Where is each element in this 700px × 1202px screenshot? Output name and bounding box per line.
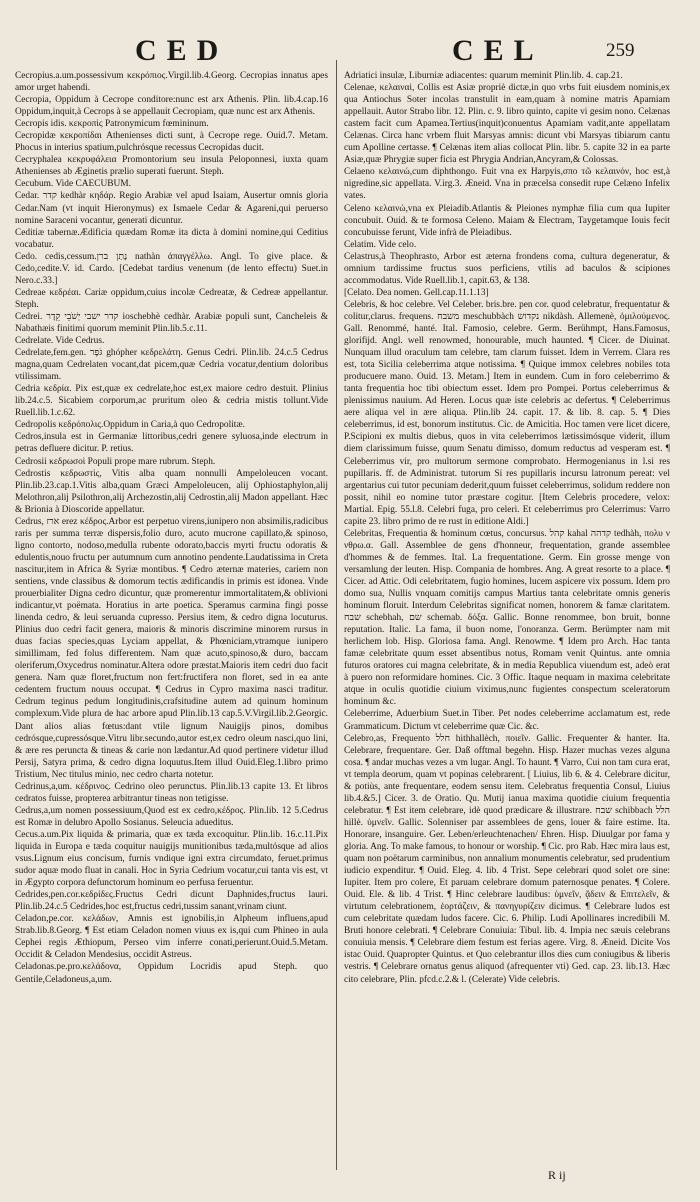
header-right-word: CEL bbox=[452, 34, 544, 67]
dictionary-entry: Celebro,as, Frequento חלל hithhallèch, ποιεῖν. Gallic. Frequenter & hanter. Ita. Celebrare, frequentare. Ger. Daß offtmal begehn. Hisp. Hazer muchas vezes alguna cosa. ¶ andar muchas vezes a vm lugar. Angl. To haunt. ¶ Varro, Cui non tam cura erat, vt templa deorum, quam vt popinas celebrarent. [ Liuius, lib 6. & 4. Celebrare dicitur, & potiùs, ante frequentare, eodem sensu item. Celebratus frequentia Consul, Liuius lib.4.&5.] Cicer. 3. de Oratio. Qu. Mutij ianua maxima quotidie ciuium frequentia celebratur. ¶ Est item celebrare, idè quod prædicare & illustrare. שבח schibbach הלל hillè. ὑμνεῖν. Gallic. Solenniser par assemblees de gens, louer & faire estime. Ita. Honorare, insanguire. Ger. Leben/erleuchtenachen/ Ehren. Hisp. Diuulgar por fama y gloria. Ang. To make famous, to honour or worship. ¶ Cic. pro Rab. Hæc mira laus est, quam non poëtarum carminibus, non annalium monumentis celebratur, sed prudentium iudicio expenditur. ¶ Ouid. Eleg. 4. lib. 4 Trist. Sepe celebrari quod solet ore sine: Iupiter. Item pro colere, Et paruam celebrare domum paternosque penates. ¶ Colere. Ouid. Ele. & lib. 4 Trist. ¶ Hinc celebrare laudibus: ὑμνεῖν, ᾄδειν & Επιτελεῖν, & virtutum celebrationem, ἑορτάζειν, & πανηγυρίζειν dicimus. ¶ Celebrare ludos est cum celebritate quædam ludos facere. Cic. 6. Philip. Ludi Apollinares incredibili M. Bruti honore celebrati. ¶ Celebrare Conuiuia: Tibul. lib. 4. Impia nec sæuis celebrans conuiuia mensis. ¶ Celebrare diem festum est ferias agere. Virg. 8. Æneid. Dicite Vos istac Ouid. Quapropter Quintus. et Quo celebrantur illos dies cum coniugibus & liberis vestris. ¶ Celebrare ornatus genus aliquod (afrequenter vti) Ged. cap. 23. lib.13. Hæc cito celebrare, Plin. pfcd.c.2.& l. (Celerate) Vide celebris. bbox=[344, 733, 670, 985]
dictionary-entry: Celastrus,à Theophrasto, Arbor est æterna frondens coma, cultura degeneratur, & omnium tardissime fructus suos perficiens, vtilis ad baculos & scipiones accommodatus. Vide Ruell.lib.1, capit.63, & 138. bbox=[344, 251, 670, 286]
dictionary-entry: [Celato. Dea nomen. Gell.cap.11.1.13] bbox=[344, 287, 489, 298]
dictionary-entry: Celebris, & hoc celebre. Vel Celeber. bris.bre. pen cor. quod celebratur, frequentatur & colitur,clarus. frequens. משבח meschubbàch נקדוש nikdàsh. Allemenè, ὁμιλούμενος. Gall. Renommé, hanté. Ital. Famosio, celebre. Germ. Berühmpt, Hans.Famosus, glorifijd. Angl. well renowmed, honourable, much haunted. ¶ Cicer. de Diuinat. Nunquam illud oraculum tam celebre, tam clarum fuisset. Idem in Verrem. Clara res est, tota Sicilia celeberrima atque notissima. ¶ Quique immox celebres nobiles tota producuere mano. Ouid. 13. Metam.] Item in eundem. Cum in foro celeberrimo & tanta frequentia hoc tibi obiectum esset. Idem pro Pompei. Portus celeberrimus & plenissimus nauium. Ad Heren. Locus quæ iste celebris ac defertus. ¶ Celeberrimus aere aliqua vel in ære aliqua. Plin.lib 24. capit. 17. & lib. 8. cap. 5. ¶ Dies celeberrimus, id est, bonorum institutus. Cic. de Amicitia. Hoc tamen vere licet dicere, P.Scipioni ex multis diebus, quos in vita celeberrimos lætissimósque viderit, illum diem clarissimum fuisse, quum Senatu dimisso, domum reductus ad vesperam est. ¶ Celeberrimus vir, pro multorum sermone comprobato. Hermogenianus in l.si res pupillaris. ff. de Administrat. tutorum Si res pupillaris incursu latronum pereat: vel argentarius cui tutor pecuniam dederit,quum fuisset celeberrimus, solidum reddere non possit, nihil eo nomine tutor præstare cogitur. [Item Celebris procedere, velox: Martial. Epig. 55.l.8. Celebri fuga, pro celeri. Et celeberrimus pro Celerrimus: Varro capite 23. libro primo de re rust in editione Aldi.] bbox=[344, 299, 670, 527]
signature-mark: R ij bbox=[548, 1168, 566, 1182]
dictionary-entry: Cedrinus,a,um. κέδρινος. Cedrino oleo perunctus. Plin.lib.13 capite 13. Et libros cedratos fuisse, propterea arbitrantur tineas non tetigisse. bbox=[15, 781, 328, 804]
dictionary-entry: Cecropia, Oppidum à Cecrope conditore:nunc est arx Athenis. Plin. lib.4.cap.16 Oppidum,inquit,à Cecrops à se appellauit Cecropiam, quæ nunc est arx Athenis. bbox=[15, 95, 328, 118]
dictionary-entry: Cecropius.a.um.possessivum κεκρόπιος.Virgil.lib.4.Georg. Cecropias innatus apes amor urget habendi. bbox=[15, 71, 328, 94]
dictionary-entry: Cecryphalea κεκρυφάλεια Promontorium seu insula Peloponnesi, iuxta quam Athenienses ab Æginetis prælio superati fuerunt. Steph. bbox=[15, 155, 328, 178]
dictionary-entry: Cecubum. Vide CAECUBUM. bbox=[15, 179, 131, 190]
dictionary-entry: Cedrus,a,um nomen possessiuum,Quod est ex cedro,κέδρος. Plin.lib. 12 5.Cedrus est Romæ in delubro Apollo Sosianus. Seleucia adueditus. bbox=[15, 805, 328, 828]
dictionary-entry: Cedar. קדר kedhàr κηδάρ. Regio Arabiæ vel apud Isaiam, Ausertur omnis gloria Cedar.Nam (vt inquit Hieronymus) ex Ismaele Cedar & Agareni,qui peruerso nomine Saraceni vocantur, generati dicuntur. bbox=[15, 191, 328, 226]
dictionary-entry: Cedrus, ארז erez κέδρος.Arbor est perpetuo virens,iunipero non absimilis,radicibus raris per summa terræ dispersis,folio duro, acuto mucrone capillato,& spinoso, ligno contorto, nodoso,medulla rubente odorato,baccis myrti fructu odoratis & edulentis,nouo fructu per autumnum cum annotino pendente.Laudatissima in Creta nascitur,item in Africa & Syriæ montibus. ¶ Cedro æternæ materies, cariem non sentiens, vnde classibus & domorum tectis ædificandis in primis est idonea. Vnde prouerbialiter Digna cedro dicuntur, quæ promerentur immortalitatem,& oblivioni indicantur,vt poëmata. Horatius in arte poetica. Speramus carmina fingi posse linenda cedro, & leui seruanda cupresso. Persius item, & cedro digna locuturus. Plinius duo cedri facit genera, maioris & minoris discrimine minorem rursus in duas facias species,quas Lyciam appellat, & Phœniciam,vtramque iunipero simillimam, fed folus differentem. Nam quæ acuto,spinoso,& duro, baccam oleriferum,Oxycedrus nominatur.Altera odore præstat.Maioris item cedri duo facit genera. Nam quæ floret,fructum non fert:fructifera non floret, sed in ea ante cedentem fructum nouus occupat. ¶ Cedrus in Cypro maxima nasci traditur. Cedrum teginus pedum longitudinis,crafsitudine autem ad quinum hominum complexum.Vide plura de hac arbore apud Plin.lib.13 cap.5.V.Virgil.lib.2.Georgic. Dant alios alias fœtus:dant vtile lignum Nauigijs pinos, domibus cedrósque,cupressósque.Vitru libr.secundo,autor est,ex cedro oleum nasci,quo lini, & ære res peruncta & tineas & carie non lædantur.Ad quod pertinere videtur illud Persij, Satyra prima, & cedro digna loquutus.Item illud Ouid.Eleg.1.libro primo Tristium, Nec titulus minio, nec cedro charta notetur. bbox=[15, 516, 328, 780]
dictionary-entry: Cedrei. קדר ישבי יְשֹׁבֵי קֵדָר ioschebhè cedhàr. Arabiæ populi sunt, Cancheleis & Nabathæis finitimi quorum meminit Plin.lib.5.c.11. bbox=[15, 311, 328, 334]
dictionary-entry: Celaeno κελαινώ,cum diphthongo. Fuit vna ex Harpyis,σπο τῶ κελαινόν, hoc est,à nigredine,sic appellata. V.irg.3. Æneid. Vna in præcelsa consedit rupe Celæno Infelix vates. bbox=[344, 167, 670, 202]
dictionary-entry: Cedrostis κεδρωστὶς, Vitis alba quam nonnulli Ampeloleucen vocant. Plin.lib.23.cap.1.Vitis alba,quam Græci Ampeloleucen, alij Ophiostaphylon,alij Melothron,alij Psilothron,alij Archezostin,alij Cedrostin,alij Madon appellant. Hæc & Brionia à Dioscoride appellatur. bbox=[15, 468, 328, 515]
column-divider bbox=[336, 60, 337, 1170]
dictionary-entry: Cedrides,pen.cor.κεδρίδες.Fructus Cedri dicunt Daphnides,fructus lauri. Plin.lib.24.c.5 Cedrides,hoc est,fructus cedri,tussim sanant,vrinam ciunt. bbox=[15, 890, 328, 913]
dictionary-entry: Cedropolis κεδρόπολις.Oppidum in Caria,à quo Cedropolitæ. bbox=[15, 420, 246, 431]
dictionary-entry: Cedria κεδρία. Pix est,quæ ex cedrelate,hoc est,ex maiore cedro destuit. Plinius lib.24.c.5. Sicabiem corporum,ac pruritum oleo & cedria mistis tollunt.Vide Ruell.lib.1.c.62. bbox=[15, 384, 328, 419]
page-number: 259 bbox=[606, 40, 635, 61]
left-column bbox=[15, 70, 328, 1190]
header-left-word: CED bbox=[135, 34, 229, 67]
dictionary-entry: Cedreae κεδρέαι. Cariæ oppidum,cuius incolæ Cedreatæ, & Cedreæ appellantur. Steph. bbox=[15, 287, 328, 310]
dictionary-entry: Celadon,pe.cor. κελάδων, Amnis est ignobilis,in Alpheum influens,apud Strab.lib.8.Georg. ¶ Est etiam Celadon nomen viuus ex is,qui cum Phineo in aula Cephei regis Æthiopum, Perseo vim inferre conati,perierunt.Ouid.5.Metam. Occidit & Celadon Mendesius, occidit Astreus. bbox=[15, 914, 328, 961]
dictionary-entry: Cecropidæ κεκροπίδαι Athenienses dicti sunt, à Cecrope rege. Ouid.7. Metam. Phocus in interius spatium,pulchrósque recessus Cecropidas ducit. bbox=[15, 131, 328, 154]
dictionary-entry: Cedrelate,fem.gen. גֹּפֶר ghópher κεδρελάτη. Genus Cedri. Plin.lib. 24.c.5 Cedrus magna,quam Cedrelaten vocant,dat picem,quæ Cedria vocatur,dentium doloribus vtilissimam. bbox=[15, 348, 328, 383]
dictionary-entry: Celatim. Vide celo. bbox=[344, 239, 417, 250]
dictionary-entry: Celenae, κελαιναὶ, Collis est Asiæ propriè dictæ,in quo vrbs fuit eiusdem nominis,ex qua Antiochus Soter incolas transtulit in eam,quam à nomine matris Apamiam appellauit. Autor Strabo libr. 12. Plin. c. 9. libro quinto, capite vi gesim nono. Celænas castem facit cum Apamea.Tertius(inquit)conuentus Apamiam vadit,ante appellatam Celænas. Circa hanc vrbem fluit Marsyas amnis: dicunt vbi Marsyas tibiarum cantu cum Apolline certasse. ¶ Celænas item alias collocat Plin. libr. 5. capite 32 in ea parte Asiæ,quæ Phrygiæ super ficia est Phrygia Andrian,Ancyram,& Colossas. bbox=[344, 83, 670, 166]
dictionary-entry: Ceditiæ tabernæ.Ædificia quædam Romæ ita dicta à domini nomine,qui Ceditius vocabatur. bbox=[15, 227, 328, 250]
dictionary-entry: Cecus.a.um.Pix liquida & primaria, quæ ex tæda excoquitur. Plin.lib. 16.c.11.Pix liquida in Europa e tæda coquitur nauigijs munitionibus tæda,multósque ad alios vsus.Lignum eius concisum, furnis vndique igni extra circumdato, feruet.primus sudor aquæ modo fluat in canali. Hoc in Syria Cedrium vocatur,cui tanta vis est, vt in Ægypto corpora defunctorum hominum eo perfusa feruentur. bbox=[15, 829, 328, 889]
dictionary-entry: Cedros,insula est in Germaniæ littoribus,cedri genere syluosa,inde electrum in petras defluere dicitur. P. retius. bbox=[15, 432, 328, 455]
dictionary-entry: Celadonas.pe.pro.κελάδονα, Oppidum Locridis apud Steph. quo Gentile,Celadoneus,a,um. bbox=[15, 962, 328, 985]
dictionary-entry: Cedrosii κεδρωσοὶ Populi prope mare rubrum. Steph. bbox=[15, 456, 216, 467]
right-column bbox=[344, 70, 670, 1190]
dictionary-entry: Celebritas, Frequentia & hominum cœtus, concursus. קהל kahal קדהה tedhàh, πολυ ν νθρω.α. Gall. Assemblee de gens d'honneur, frequentation, grande assemblee d'hommes & de femmes. Ital. La frequentatione. Germ. Ein grosse menge von versamlung der leuten. Hisp. Compania de hombres. Ang. A great resorte to a place. ¶ Cicer. ad Attic. Odi celebritatem, fugio homines, lucem aspicere vix possum. Idem pro domo sua, Nullis vnquam comitijs campus Martius tanta celebritate omnis generis hominum floruit. Interdum Celebritas significat nomen, honorem & famæ claritatem. שבח schebhah, שם schemab. δόξα. Gallic. Bonne renommee, bon bruit, bonne reputation. Italic. La fama, il buon nome, l'onoranza. Germ. Berümpter nam mit herlichem lob. Hisp. Gloriosa fama. Angl. Renowme. ¶ Idem pro Arch. Hac tanta famæ celebritate quum esset absentibus notus, Romam venit Quintus. ante omnia futuros oratores cui magna celebritate, & in media Republica viuendum est, adeò erat à puero non reformidare homines. Cic. 3 Offic. Itaque nequam in maxima celebritate atque in oculis quotidie ciuium viximus,nunc fugientes conspectum sceleratorum hominum &c. bbox=[344, 528, 670, 708]
dictionary-entry: Cedo. cedis,cessum.נָתַן ברן nathàn ἀπαγγέλλω. Angl. To give place. & Cedo,cedite.V. id. Cardo. [Cedebat tardius venenum (de lento effectu) Suet.in Nero.c.33.] bbox=[15, 251, 328, 286]
running-header bbox=[0, 20, 700, 70]
dictionary-entry: Celeberrime, Aduerbium Suet.in Tiber. Pet nodes celeberrime acclamatum est, rede Grammaticum. Dictum vt celeberrime quæ Cic. &c. bbox=[344, 709, 670, 732]
dictionary-entry: Celeno κελαινώ,vna ex Pleiadib.Atlantis & Pleiones nymphæ filia cum qua Iupiter concubuit. Ouid. & te formosa Celeno. Maiam & Electram, Taygetamque Iouis fecit concubuisse ferunt, Vide infrà de Pleiadibus. bbox=[344, 203, 670, 238]
dictionary-entry: Cedrelate. Vide Cedrus. bbox=[15, 336, 105, 347]
dictionary-entry: Adriatici insulæ, Liburniæ adiacentes: quarum meminit Plin.lib. 4. cap.21. bbox=[344, 71, 623, 81]
dictionary-entry: Cecropis idis. κεκροπὶς Patronymicum fœmininum. bbox=[15, 119, 209, 130]
